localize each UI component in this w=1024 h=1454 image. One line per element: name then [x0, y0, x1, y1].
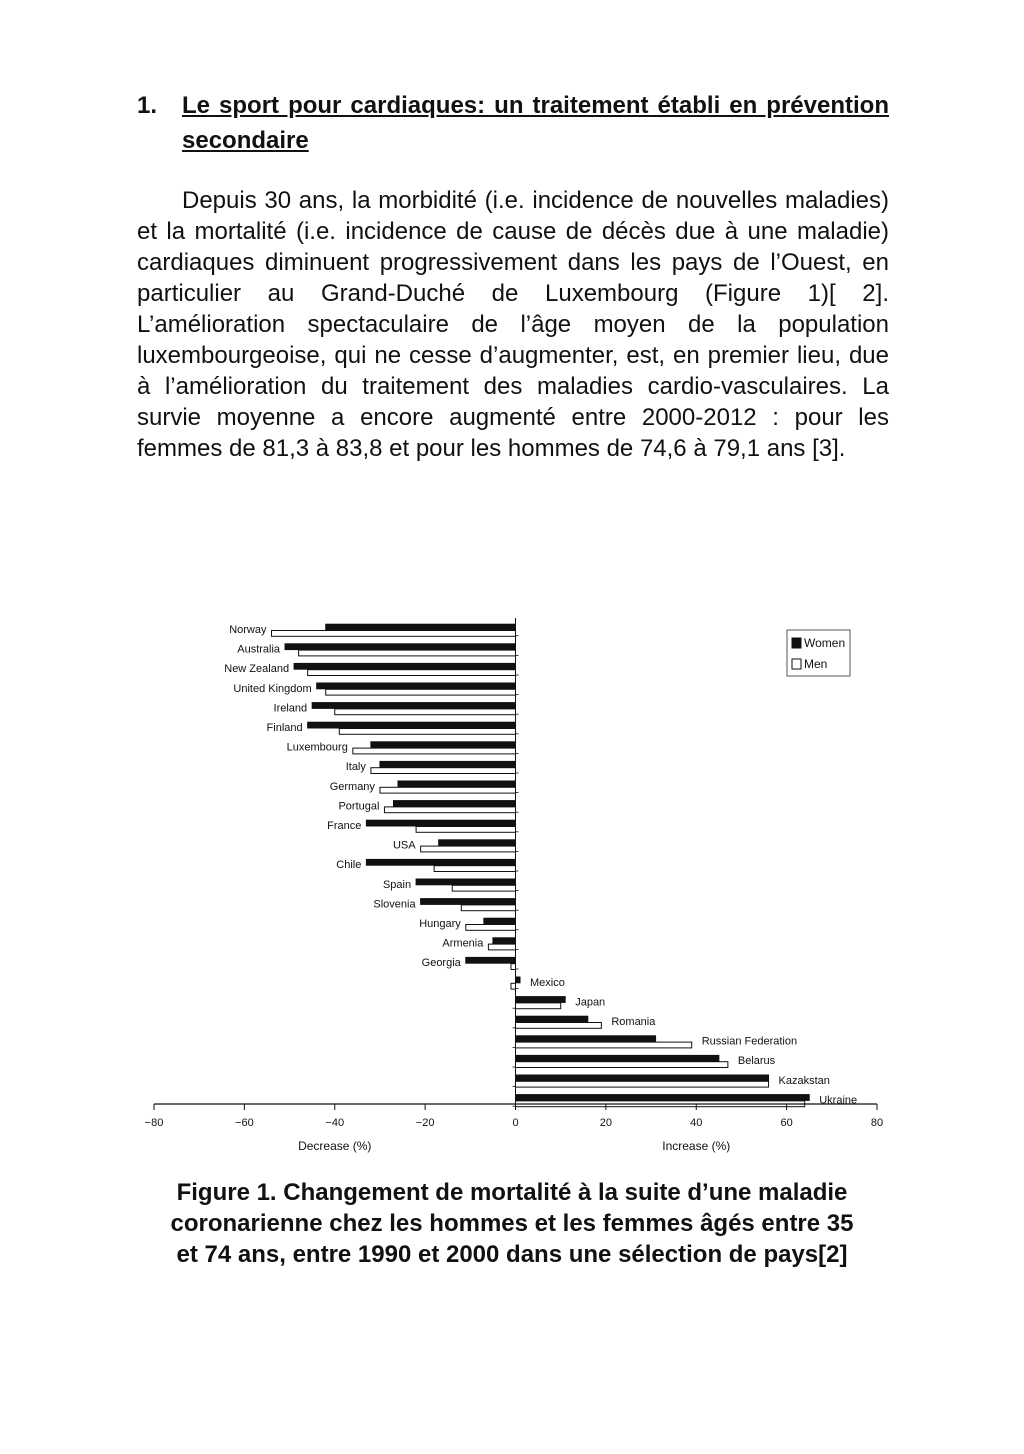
- bar-women: [308, 722, 516, 728]
- category-label: Hungary: [419, 918, 461, 930]
- body-paragraph: Depuis 30 ans, la morbidité (i.e. incidence de nouvelles maladies) et la mortalité (i.e. incidence de cause de décès due à une maladie) cardiaques diminuent progressivement dans les pays de l’Ouest, en particulier au Grand-Duché de Luxembourg (Figure 1)[ 2]. L’amélioration spectaculaire de l’âge moyen de la population luxembourgeoise, qui ne cesse d’augmenter, est, en premier lieu, due à l’amélioration du traitement des maladies cardio-vasculaires. La survie moyenne a encore augmenté entre 2000-2012 : pour les femmes de 81,3 à 83,8 et pour les hommes de 74,6 à 79,1 ans [3].: [137, 187, 889, 462]
- category-label: Kazakstan: [778, 1074, 830, 1087]
- bar-women: [516, 1016, 588, 1022]
- bar-men: [452, 885, 515, 891]
- bar-women: [312, 703, 515, 709]
- bar-women: [294, 663, 515, 669]
- category-label: United Kingdom: [233, 682, 312, 695]
- bar-men: [466, 925, 516, 931]
- bar-women: [366, 820, 515, 826]
- bar-women: [516, 977, 521, 983]
- category-label: Japan: [575, 996, 606, 1009]
- bar-men: [339, 729, 515, 735]
- bar-men: [353, 748, 516, 754]
- bar-women: [516, 1075, 769, 1081]
- legend-swatch: [792, 659, 801, 669]
- category-label: France: [327, 820, 362, 832]
- bar-men: [511, 983, 516, 989]
- category-label: Australia: [237, 643, 281, 656]
- legend-label: Women: [804, 636, 846, 650]
- bar-men: [335, 709, 516, 715]
- bar-men: [461, 905, 515, 911]
- bar-men: [308, 670, 516, 676]
- bar-women: [366, 859, 515, 865]
- bar-women: [516, 1095, 810, 1101]
- x-tick-label: 60: [780, 1117, 793, 1129]
- category-label: Norway: [229, 624, 267, 636]
- legend-label: Men: [804, 657, 828, 671]
- section-title: Le sport pour cardiaques: un traitement établi en prévention secondaire: [182, 92, 889, 154]
- category-label: Slovenia: [373, 898, 416, 911]
- x-tick-label: −20: [415, 1117, 435, 1129]
- x-tick-label: 20: [599, 1117, 612, 1129]
- bar-men: [371, 768, 516, 774]
- category-label: Germany: [329, 780, 375, 793]
- mortality-bar-chart: [140, 610, 900, 1160]
- bar-women: [516, 1055, 719, 1061]
- category-label: Georgia: [421, 957, 461, 970]
- category-label: Ireland: [273, 702, 308, 715]
- bar-women: [398, 781, 515, 787]
- bar-women: [371, 742, 516, 748]
- bar-women: [439, 840, 516, 846]
- category-label: Finland: [266, 722, 303, 734]
- category-label: Portugal: [338, 800, 380, 813]
- category-label: Ukraine: [819, 1094, 858, 1107]
- category-label: USA: [392, 839, 416, 852]
- bar-men: [271, 631, 515, 637]
- legend-swatch: [792, 638, 801, 648]
- bar-men: [511, 964, 516, 970]
- x-axis-label-decrease: Decrease (%): [298, 1139, 372, 1153]
- category-label: Romania: [611, 1016, 656, 1028]
- bar-men: [516, 1062, 728, 1068]
- bar-men: [488, 944, 515, 950]
- category-label: Armenia: [442, 937, 484, 950]
- x-axis-label-increase: Increase (%): [662, 1139, 731, 1153]
- bar-women: [493, 938, 516, 944]
- bar-men: [516, 1042, 692, 1048]
- category-label: Mexico: [530, 976, 565, 989]
- bar-women: [317, 683, 516, 689]
- bar-women: [380, 761, 516, 767]
- bar-men: [299, 650, 516, 656]
- bar-women: [516, 997, 566, 1003]
- category-label: Italy: [345, 761, 366, 774]
- bar-women: [285, 644, 515, 650]
- figure-caption: Figure 1. Changement de mortalité à la suite d’une maladie coronarienne chez les hommes et les femmes âgés entre 35 et 74 ans, entre 1990 et 2000 dans une sélection de pays[2]: [170, 1179, 854, 1268]
- bar-men: [416, 827, 515, 833]
- bar-women: [393, 801, 515, 807]
- bar-men: [421, 846, 516, 852]
- bar-men: [516, 1081, 769, 1087]
- x-tick-label: −40: [325, 1117, 345, 1129]
- bar-men: [516, 1003, 561, 1009]
- bar-women: [326, 624, 516, 630]
- bar-men: [434, 866, 515, 872]
- category-label: Russian Federation: [701, 1035, 798, 1048]
- bar-men: [384, 807, 515, 813]
- bar-women: [416, 879, 515, 885]
- category-label: Belarus: [737, 1055, 776, 1068]
- bar-women: [484, 918, 516, 924]
- bar-women: [516, 1036, 656, 1042]
- x-tick-label: −80: [144, 1117, 164, 1129]
- category-label: Spain: [382, 878, 412, 891]
- bar-men: [326, 689, 516, 695]
- x-tick-label: −60: [235, 1117, 254, 1129]
- bar-men: [516, 1023, 602, 1029]
- bar-men: [380, 787, 516, 793]
- bar-women: [466, 957, 516, 963]
- category-label: New Zealand: [224, 663, 290, 676]
- category-label: Chile: [336, 859, 362, 872]
- category-label: Luxembourg: [286, 741, 348, 754]
- x-tick-label: 0: [512, 1117, 519, 1129]
- x-tick-label: 40: [690, 1117, 703, 1129]
- section-number: 1.: [137, 92, 158, 119]
- section-heading: [137, 88, 889, 158]
- bar-women: [421, 899, 516, 905]
- x-tick-label: 80: [870, 1117, 884, 1129]
